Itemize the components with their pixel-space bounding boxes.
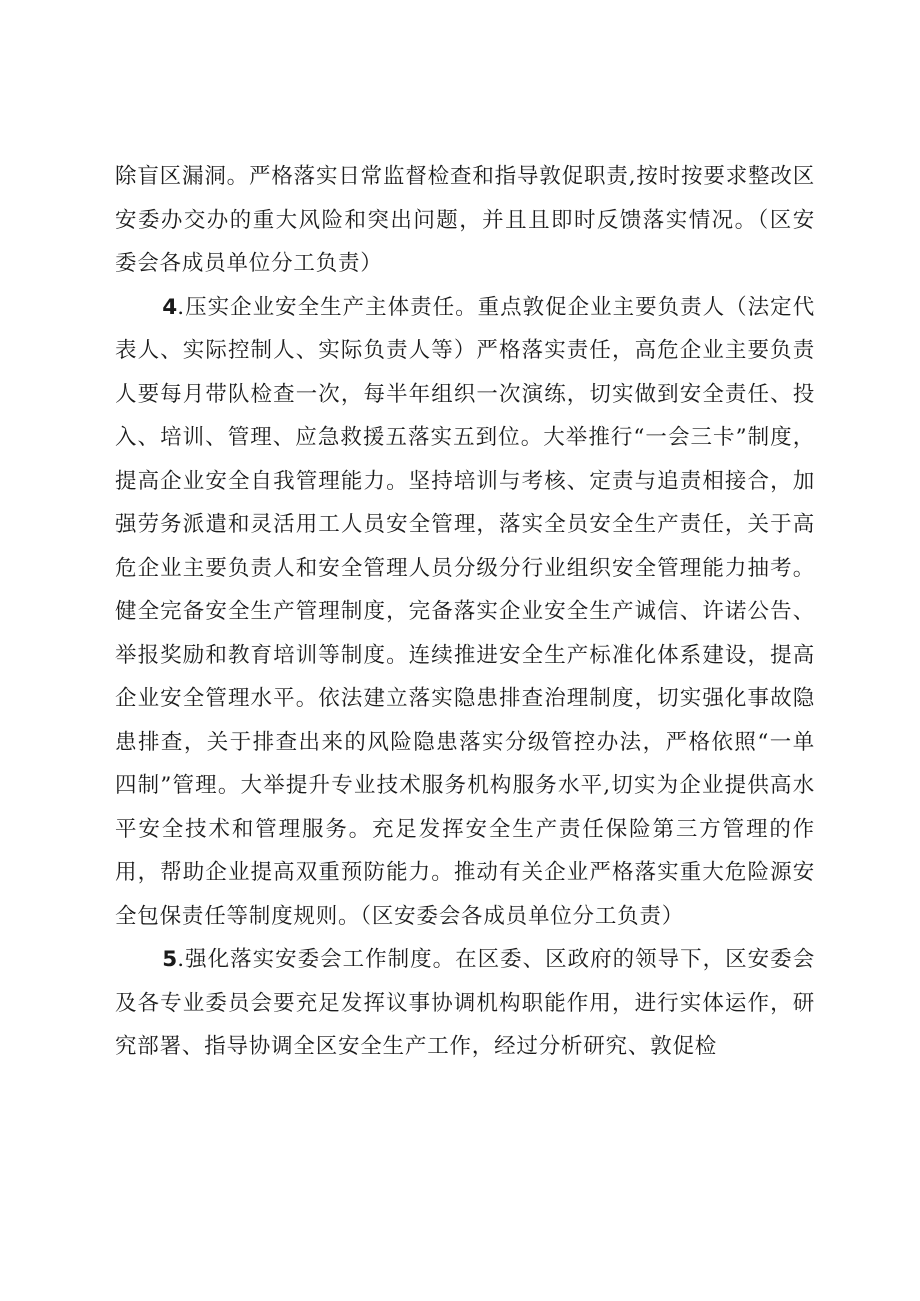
paragraph-continuation [115,155,815,286]
paragraph-number: 4 [162,294,178,320]
paragraph-item-5 [115,938,815,1069]
document-body [115,155,815,1069]
paragraph-item-4 [115,286,815,939]
paragraph-text: .强化落实安委会工作制度。在区委、区政府的领导下，区安委会及各专业委员会要充足发挥议事协调机构职能作用，进行实体运作，研究部署、指导协调全区安全生产工作，经过分析研究、敦促检 [115,947,815,1059]
paragraph-text: 除盲区漏洞。严格落实日常监督检查和指导敦促职责,按时按要求整改区安委办交办的重大风险和突出问题，并且且即时反馈落实情况。（区安委会各成员单位分工负责） [115,164,815,276]
paragraph-text: .压实企业安全生产主体责任。重点敦促企业主要负责人（法定代表人、实际控制人、实际负责人等）严格落实责任，高危企业主要负责人要每月带队检查一次，每半年组织一次演练，切实做到安全责任、投入、培训、管理、应急救援五落实五到位。大举推行“一会三卡”制度，提高企业安全自我管理能力。坚持培训与考核、定责与追责相接合，加强劳务派遣和灵活用工人员安全管理，落实全员安全生产责任，关于高危企业主要负责人和安全管理人员分级分行业组织安全管理能力抽考。健全完备安全生产管理制度，完备落实企业安全生产诚信、许诺公告、举报奖励和教育培训等制度。连续推进安全生产标准化体系建设，提高企业安全管理水平。依法建立落实隐患排查治理制度，切实强化事故隐患排查，关于排查出来的风险隐患落实分级管控办法，严格依照“一单四制”管理。大举提升专业技术服务机构服务水平,切实为企业提供高水平安全技术和管理服务。充足发挥安全生产责任保险第三方管理的作用，帮助企业提高双重预防能力。推动有关企业严格落实重大危险源安全包保责任等制度规则。（区安委会各成员单位分工负责） [115,294,815,929]
paragraph-number: 5 [162,947,178,972]
